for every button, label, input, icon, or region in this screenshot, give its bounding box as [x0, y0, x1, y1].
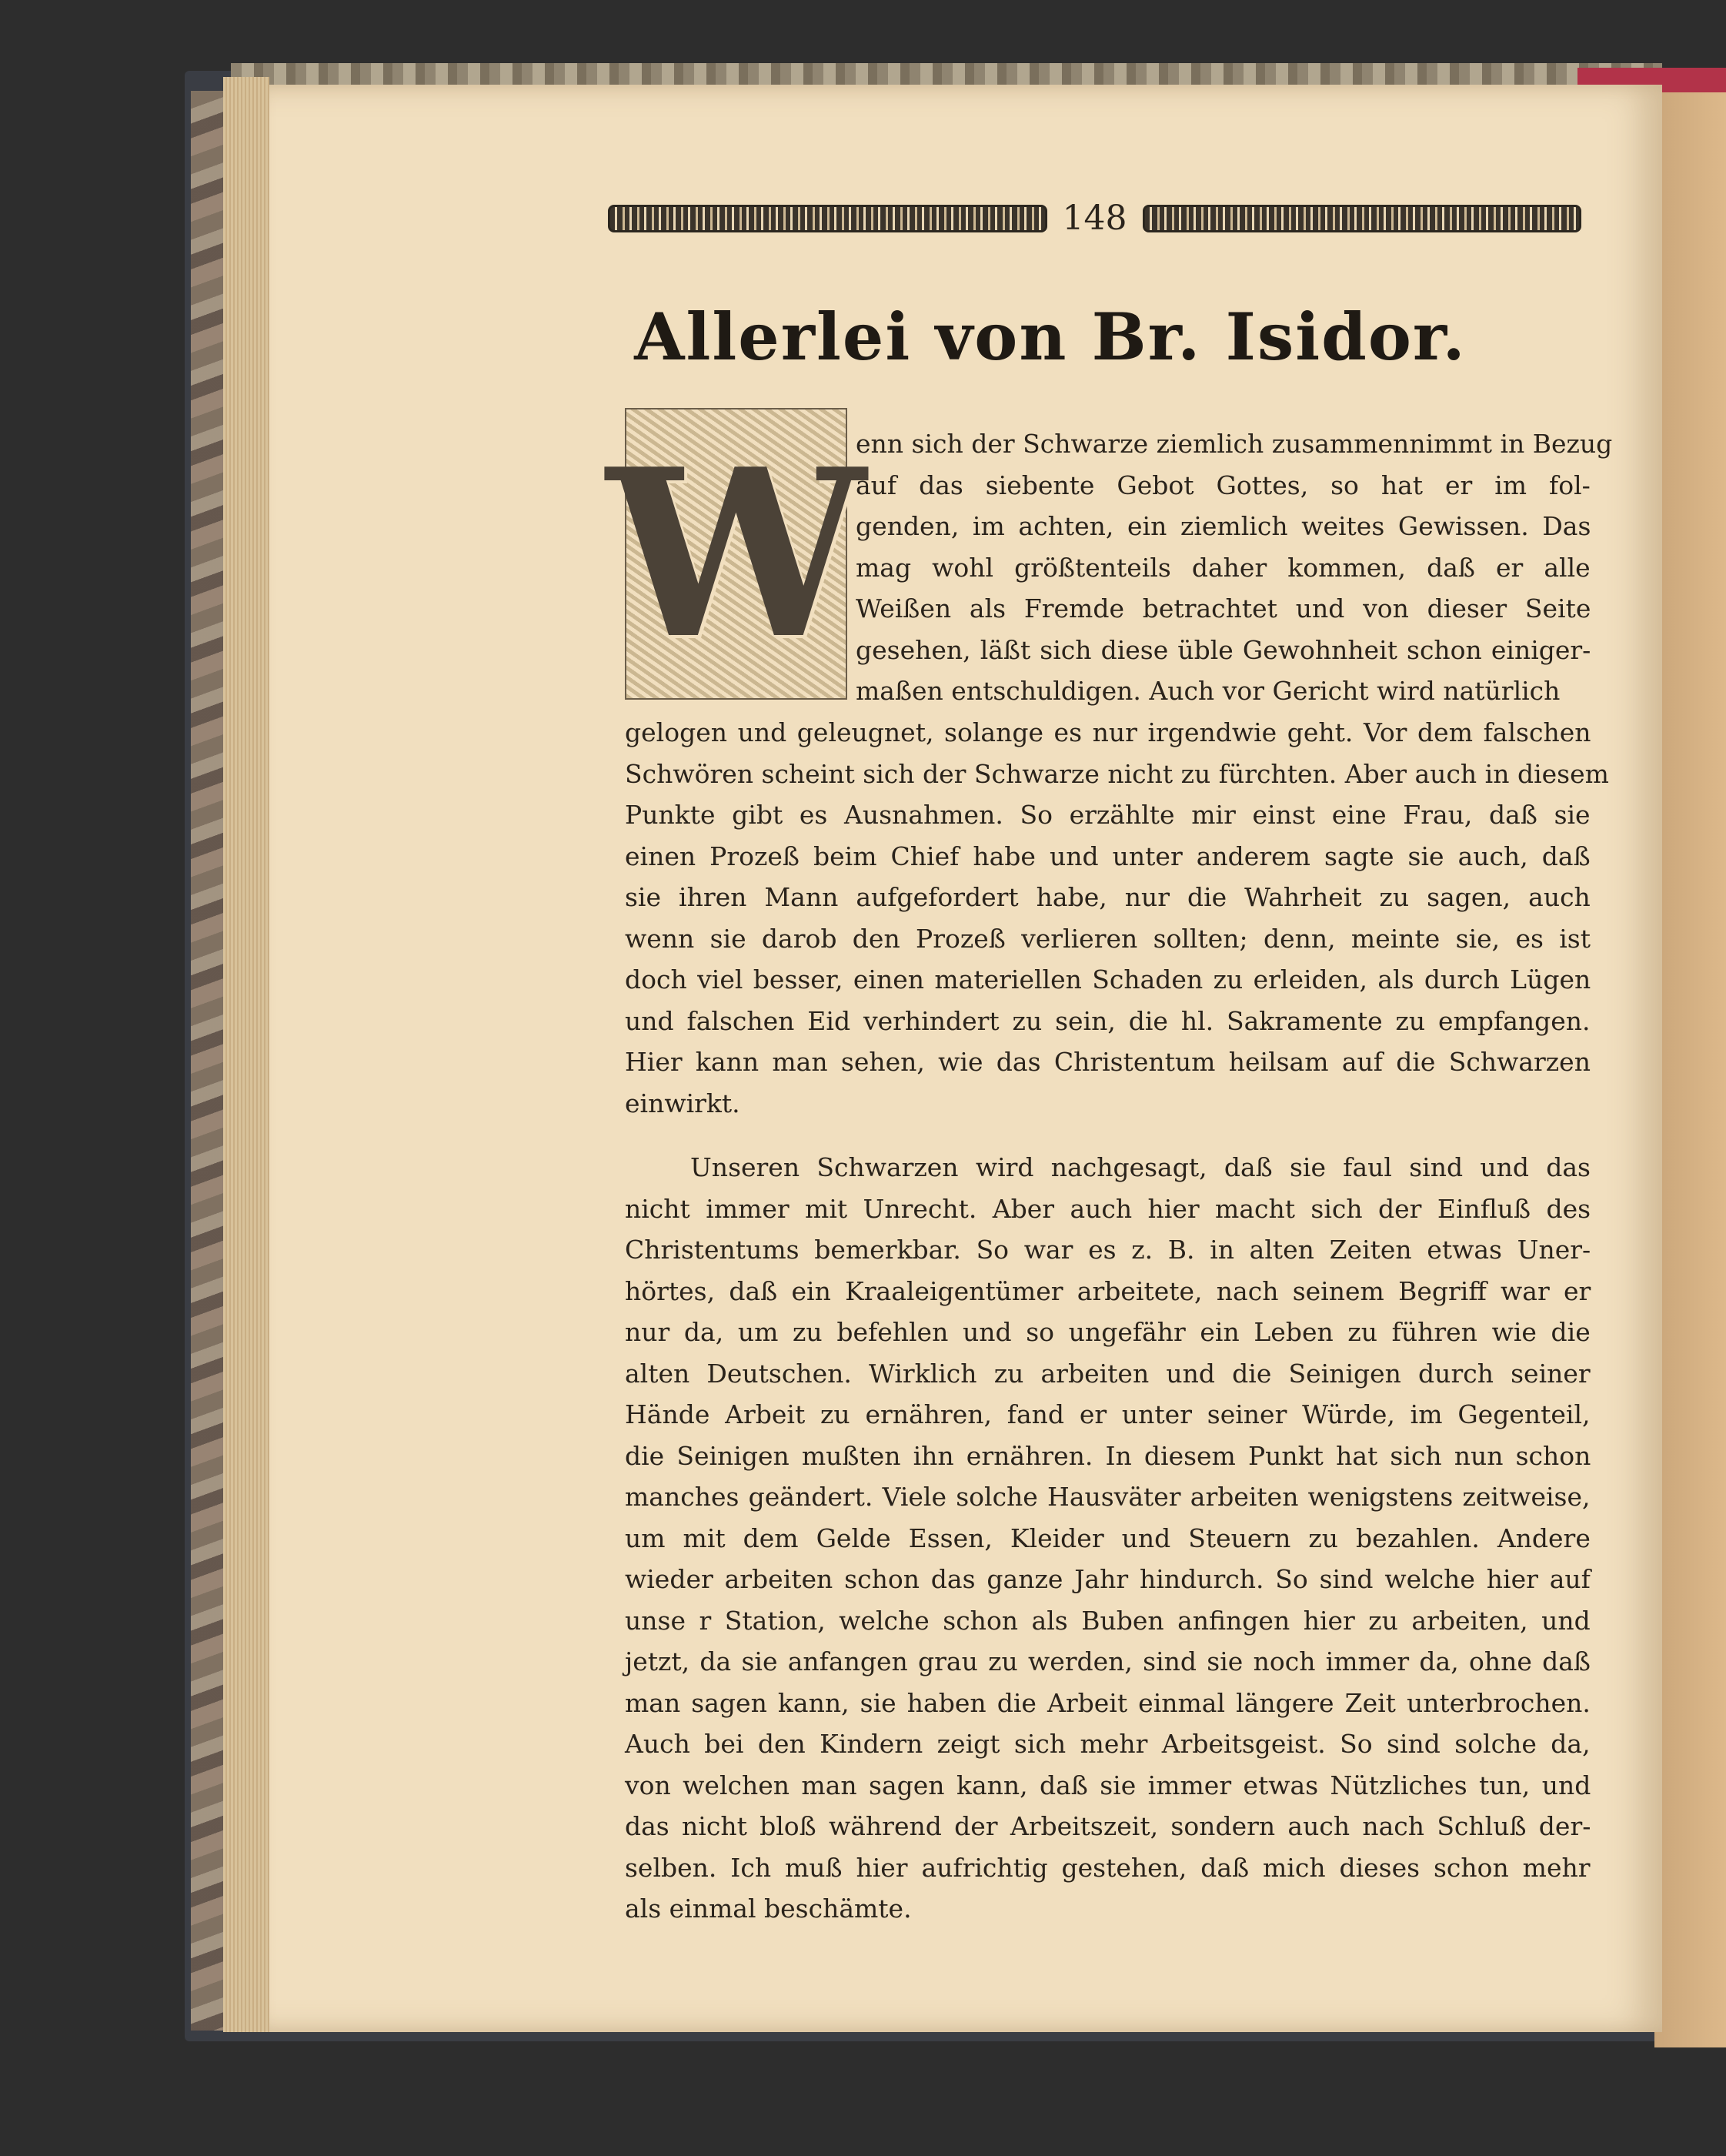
- text-line: Hier kann man sehen, wie das Christentum heilsam auf die Schwarzen: [625, 1047, 1591, 1077]
- text-line: gesehen, läßt sich diese üble Gewohnheit schon einiger-: [856, 634, 1591, 665]
- text-line: nicht immer mit Unrecht. Aber auch hier macht sich der Einfluß des: [625, 1193, 1591, 1224]
- text-line: wenn sie darob den Prozeß verlieren sollten; denn, meinte sie, es ist: [625, 923, 1591, 954]
- text-line: manches geändert. Viele solche Hausväter arbeiten wenigstens zeitweise,: [625, 1482, 1591, 1512]
- text-line: hörtes, daß ein Kraaleigentümer arbeitete, nach seinem Begriff war er: [625, 1275, 1591, 1306]
- running-head: [608, 199, 1581, 238]
- text-line: sie ihren Mann aufgefordert habe, nur die Wahrheit zu sagen, auch: [625, 882, 1591, 912]
- text-line: die Seinigen mußten ihn ernähren. In diesem Punkt hat sich nun schon: [625, 1440, 1591, 1471]
- text-line: Schwören scheint sich der Schwarze nicht zu fürchten. Aber auch in diesem: [625, 758, 1609, 789]
- text-line: Christentums bemerkbar. So war es z. B. in alten Zeiten etwas Uner-: [625, 1235, 1591, 1265]
- text-line: das nicht bloß während der Arbeitszeit, sondern auch nach Schluß der-: [625, 1811, 1591, 1841]
- text-line: Hände Arbeit zu ernähren, fand er unter seiner Würde, im Gegenteil,: [625, 1399, 1591, 1429]
- adjacent-page-edge: [1654, 92, 1726, 2047]
- text-line: jetzt, da sie anfangen grau zu werden, sind sie noch immer da, ohne daß: [625, 1646, 1591, 1676]
- ornament-right: [1143, 205, 1582, 232]
- text-line: um mit dem Gelde Essen, Kleider und Steuern zu bezahlen. Andere: [625, 1523, 1591, 1553]
- text-line: doch viel besser, einen materiellen Schaden zu erleiden, als durch Lügen: [625, 964, 1591, 994]
- dropcap-letter: W: [606, 417, 866, 690]
- text-line: von welchen man sagen kann, daß sie immer etwas Nützliches tun, und: [625, 1770, 1591, 1800]
- text-line: Punkte gibt es Ausnahmen. So erzählte mir einst eine Frau, daß sie: [625, 800, 1591, 830]
- page-number: 148: [1062, 199, 1127, 238]
- article-title: Allerlei von Br. Isidor.: [634, 299, 1467, 375]
- text-line: unse r Station, welche schon als Buben anfingen hier zu arbeiten, und: [625, 1605, 1591, 1636]
- text-line: als einmal beschämte.: [625, 1894, 912, 1924]
- ornament-left: [608, 205, 1047, 232]
- text-line: auf das siebente Gebot Gottes, so hat er im fol-: [856, 470, 1591, 500]
- text-line: Weißen als Fremde betrachtet und von dieser Seite: [856, 593, 1591, 623]
- text-line: einen Prozeß beim Chief habe und unter anderem sagte sie auch, daß: [625, 841, 1591, 871]
- marbled-board: [191, 91, 223, 2031]
- text-line: und falschen Eid verhindert zu sein, die hl. Sakramente zu empfangen.: [625, 1005, 1591, 1036]
- dropcap-ornament: [606, 408, 866, 700]
- text-line: Auch bei den Kindern zeigt sich mehr Arbeitsgeist. So sind solche da,: [625, 1729, 1591, 1759]
- text-line: maßen entschuldigen. Auch vor Gericht wird natürlich: [856, 676, 1561, 706]
- text-line: alten Deutschen. Wirklich zu arbeiten und die Seinigen durch seiner: [625, 1358, 1591, 1389]
- text-line: nur da, um zu befehlen und so ungefähr ein Leben zu führen wie die: [625, 1317, 1591, 1347]
- page-block-edges: [223, 77, 269, 2032]
- text-line: mag wohl größtenteils daher kommen, daß er alle: [856, 552, 1591, 583]
- text-line: gelogen und geleugnet, solange es nur irgendwie geht. Vor dem falschen: [625, 717, 1591, 747]
- text-line: Unseren Schwarzen wird nachgesagt, daß sie faul sind und das: [690, 1152, 1591, 1182]
- text-line: wieder arbeiten schon das ganze Jahr hindurch. So sind welche hier auf: [625, 1564, 1591, 1594]
- text-line: selben. Ich muß hier aufrichtig gestehen, daß mich dieses schon mehr: [625, 1852, 1591, 1883]
- text-line: einwirkt.: [625, 1088, 740, 1118]
- text-line: enn sich der Schwarze ziemlich zusammennimmt in Bezug: [856, 429, 1613, 459]
- text-line: man sagen kann, sie haben die Arbeit einmal längere Zeit unterbrochen.: [625, 1687, 1591, 1718]
- text-line: genden, im achten, ein ziemlich weites Gewissen. Das: [856, 511, 1591, 541]
